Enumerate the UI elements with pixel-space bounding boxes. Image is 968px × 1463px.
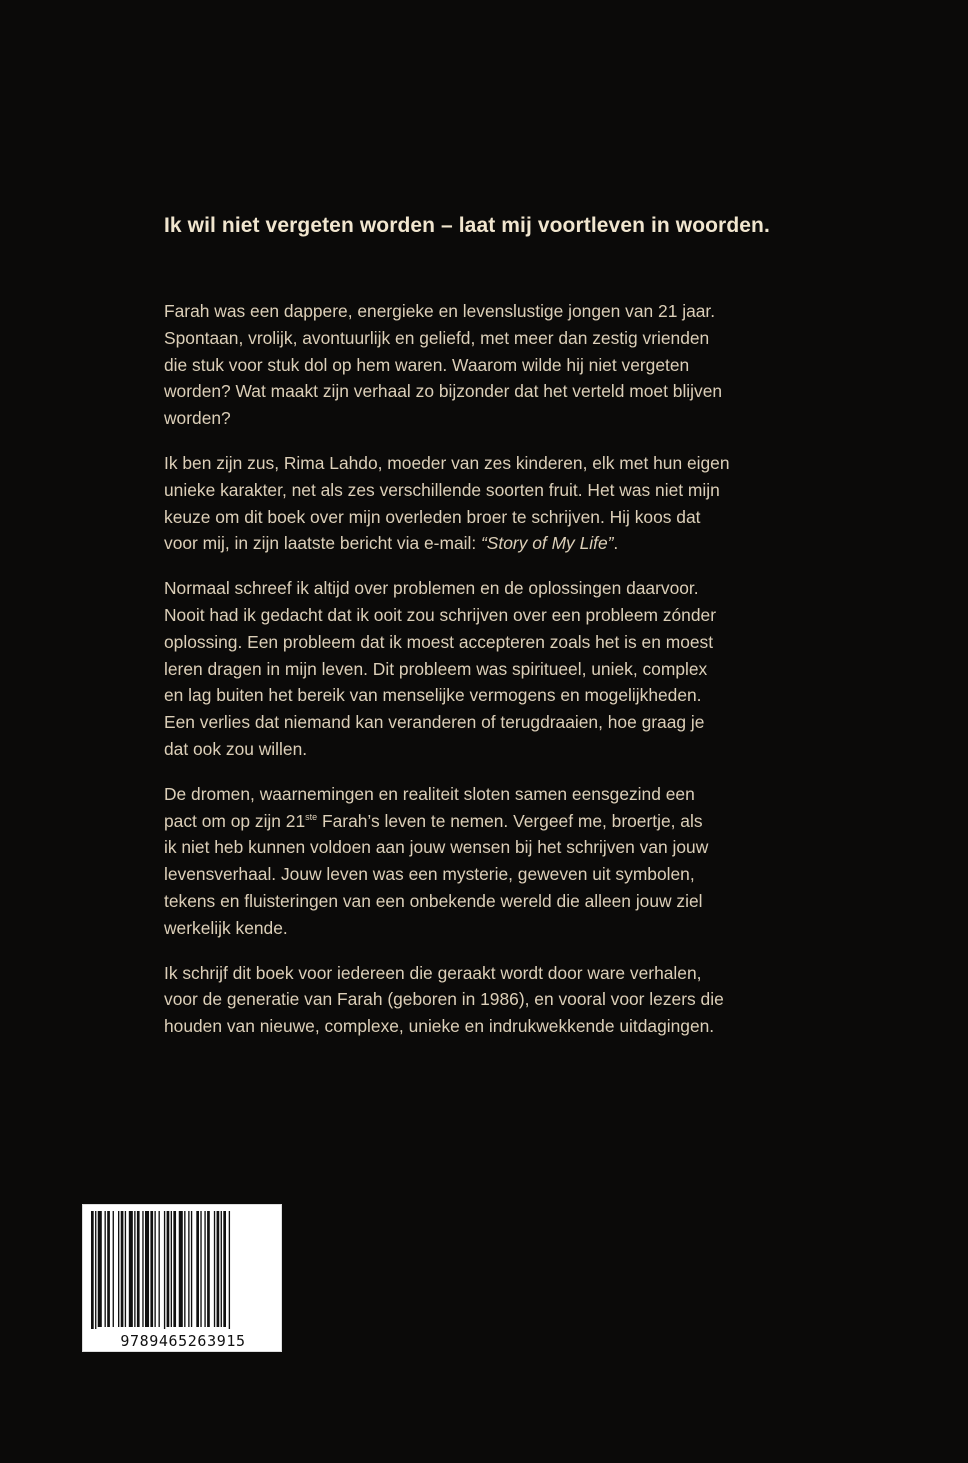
paragraph-5 [164, 960, 824, 1040]
barcode-bar [154, 1211, 155, 1327]
text-line [164, 530, 824, 557]
barcode-bar [98, 1211, 102, 1327]
ordinal-suffix: ste [305, 811, 318, 822]
barcode-bar [105, 1211, 106, 1327]
isbn-barcode [82, 1204, 282, 1352]
text-line: worden? [164, 408, 231, 429]
text-line: Farah was een dappere, energieke en levenslustige jongen van 21 jaar. [164, 301, 716, 321]
text-line: Ik schrijf dit boek voor iedereen die geraakt wordt door ware verhalen, [164, 962, 702, 983]
barcode-bar [95, 1211, 96, 1329]
text-line: werkelijk kende. [164, 917, 288, 938]
text-line: voor de generatie van Farah (geboren in 1986), en vooral voor lezers die [164, 989, 724, 1010]
barcode-bar [113, 1211, 114, 1327]
barcode-bar [221, 1211, 222, 1327]
barcode-bar [179, 1211, 183, 1327]
text-segment: . [613, 533, 619, 554]
barcode-bars [89, 1211, 277, 1329]
text-line: De dromen, waarnemingen en realiteit sloten samen eensgezind een [164, 783, 695, 804]
barcode-bar [137, 1211, 140, 1327]
text-line: keuze om dit boek over mijn overleden broer te schrijven. Hij koos dat [164, 506, 701, 527]
text-line: Een verlies dat niemand kan veranderen of terugdraaien, hoe graag je [164, 712, 705, 733]
barcode-bar [196, 1211, 199, 1327]
tagline: Ik wil niet vergeten worden – laat mij voortleven in woorden. [164, 214, 770, 237]
blurb [164, 298, 824, 1058]
barcode-bar [118, 1211, 119, 1327]
barcode-bar [159, 1211, 160, 1327]
barcode-bar [134, 1211, 135, 1327]
barcode-bar [223, 1211, 226, 1327]
book-title-quote: “Story of My Life” [481, 533, 614, 554]
paragraph-4 [164, 781, 824, 942]
text-line: oplossing. Een probleem dat ik moest accepteren zoals het is en moest [164, 631, 714, 652]
text-segment: Farah’s leven te nemen. Vergeef me, broertje, als [317, 810, 703, 831]
barcode-bar [145, 1211, 149, 1327]
paragraph-3 [164, 575, 824, 763]
barcode-bar [107, 1211, 110, 1327]
isbn-number: 9789465263915 [120, 1332, 246, 1350]
paragraph-2 [164, 450, 824, 557]
text-line [164, 808, 824, 835]
barcode-bar [188, 1211, 189, 1327]
text-line: unieke karakter, net als zes verschillende soorten fruit. Het was niet mijn [164, 479, 720, 500]
text-line: tekens en fluisteringen van een onbekende wereld die alleen jouw ziel [164, 890, 703, 911]
text-line: Nooit had ik gedacht dat ik ooit zou schrijven over een probleem zónder [164, 604, 716, 625]
paragraph-1 [164, 298, 824, 432]
barcode-bar [125, 1211, 126, 1327]
barcode-bar [200, 1211, 201, 1327]
barcode-bar [229, 1211, 230, 1329]
text-line: levensverhaal. Jouw leven was een mysterie, geweven uit symbolen, [164, 864, 695, 885]
barcode-bar [207, 1211, 210, 1327]
barcode-bar [164, 1211, 165, 1329]
barcode-bar [171, 1211, 172, 1327]
barcode-bar [142, 1211, 143, 1327]
barcode-bar [121, 1211, 124, 1327]
barcode-bar [173, 1211, 176, 1327]
text-line: worden? Wat maakt zijn verhaal zo bijzonder dat het verteld moet blijven [164, 381, 723, 402]
text-line: Spontaan, vrolijk, avontuurlijk en geliefd, met meer dan zestig vrienden [164, 327, 710, 348]
barcode-bar [150, 1211, 153, 1327]
text-line: Normaal schreef ik altijd over problemen en de oplossingen daarvoor. [164, 578, 699, 599]
barcode-bar [167, 1211, 170, 1327]
text-segment: pact om op zijn 21 [164, 810, 306, 831]
barcode-bar [91, 1211, 94, 1329]
text-segment: voor mij, in zijn laatste bericht via e-mail: [164, 533, 482, 554]
text-line: leren dragen in mijn leven. Dit probleem was spiritueel, uniek, complex [164, 658, 708, 679]
barcode-bar [129, 1211, 133, 1327]
barcode-bar [191, 1211, 192, 1327]
text-line: houden van nieuwe, complexe, unieke en indrukwekkende uitdagingen. [164, 1016, 715, 1037]
barcode-bar [214, 1211, 215, 1327]
barcode-bar [184, 1211, 185, 1327]
text-line: Ik ben zijn zus, Rima Lahdo, moeder van zes kinderen, elk met hun eigen [164, 452, 730, 473]
text-line: en lag buiten het bereik van menselijke vermogens en mogelijkheden. [164, 685, 702, 706]
text-line: ik niet heb kunnen voldoen aan jouw wensen bij het schrijven van jouw [164, 837, 709, 858]
text-line: die stuk voor stuk dol op hem waren. Waarom wilde hij niet vergeten [164, 354, 690, 375]
text-line: dat ook zou willen. [164, 738, 308, 759]
barcode-bar [217, 1211, 220, 1327]
barcode-bar [204, 1211, 205, 1327]
